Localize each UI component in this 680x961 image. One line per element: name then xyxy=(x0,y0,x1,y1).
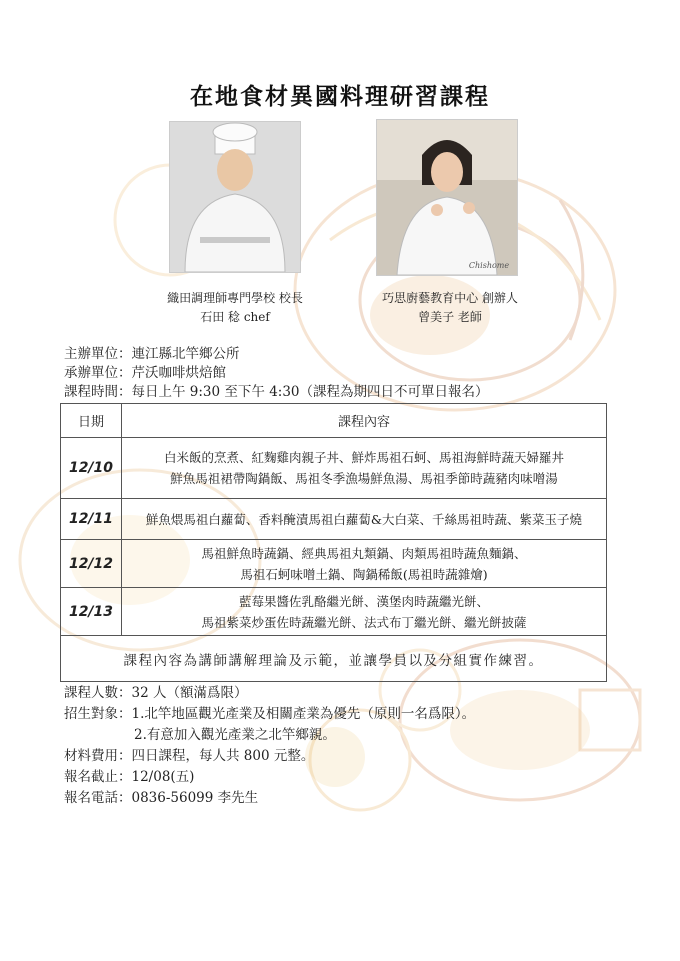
table-note-row xyxy=(61,636,607,682)
row-date: 12/12 xyxy=(61,540,122,588)
fee-line: 材料費用：四日課程，每人共 800 元整。 xyxy=(64,748,315,764)
instructor-photo xyxy=(376,119,518,276)
row-content xyxy=(122,438,607,499)
table-row xyxy=(61,540,607,588)
capacity-line: 課程人數：32 人（額滿爲限） xyxy=(64,685,248,701)
schedule-note: 課程內容為講師講解理論及示範，並讓學員以及分組實作練習。 xyxy=(61,636,607,682)
content-line: 白米飯的烹煮、紅麴雞肉親子丼、鮮炸馬祖石蚵、馬祖海鮮時蔬天婦羅丼 xyxy=(163,450,564,465)
content-line: 馬祖石蚵味噌土鍋、陶鍋稀飯(馬祖時蔬雜燴) xyxy=(240,566,488,582)
table-row xyxy=(61,499,607,540)
content-line: 馬祖鮮魚時蔬鍋、經典馬祖丸類鍋、肉類馬祖時蔬魚麵鍋、 xyxy=(201,545,527,561)
page-title: 在地食材異國料理研習課程 xyxy=(190,84,490,110)
contractor-line: 承辦單位：芹沃咖啡烘焙館 xyxy=(64,365,226,381)
content-line: 鮮魚馬祖裙帶陶鍋飯、馬祖冬季漁場鮮魚湯、馬祖季節時蔬豬肉味噌湯 xyxy=(170,471,558,486)
phone-line: 報名電話：0836-56099 李先生 xyxy=(64,790,259,806)
chef-name: 石田 稔 chef xyxy=(200,310,270,324)
row-content xyxy=(122,588,607,636)
schedule-table xyxy=(60,403,607,682)
instructor-name: 曾美子 老師 xyxy=(418,310,482,324)
target-line-1: 招生對象：1.北竿地區觀光產業及相關產業為優先（原則一名爲限）。 xyxy=(64,706,476,722)
content-line: 藍莓果醬佐乳酪繼光餅、漢堡肉時蔬繼光餅、 xyxy=(238,593,489,609)
row-date: 12/13 xyxy=(61,588,122,636)
header-content: 課程內容 xyxy=(122,404,607,438)
instructor-caption xyxy=(320,289,580,327)
chef-photo xyxy=(169,121,301,273)
time-line: 課程時間：每日上午 9:30 至下午 4:30（課程為期四日不可單日報名） xyxy=(64,384,489,400)
instructor-title: 巧思廚藝教育中心 創辦人 xyxy=(382,291,518,305)
header-date: 日期 xyxy=(61,404,122,438)
chef-title: 織田調理師專門學校 校長 xyxy=(167,291,303,305)
deadline-line: 報名截止：12/08(五) xyxy=(64,769,195,785)
row-date: 12/10 xyxy=(61,438,122,499)
photo-watermark: Chishome xyxy=(468,261,510,270)
table-row xyxy=(61,588,607,636)
row-date: 12/11 xyxy=(61,499,122,540)
target-line-2: 2.有意加入觀光產業之北竿鄉親。 xyxy=(134,727,336,743)
table-row xyxy=(61,438,607,499)
organizer-line: 主辦單位：連江縣北竿鄉公所 xyxy=(64,346,240,362)
content-line: 鮮魚煨馬祖白蘿蔔、香料醃漬馬祖白蘿蔔&大白菜、千絲馬祖時蔬、紫菜玉子燒 xyxy=(145,511,583,527)
table-header-row xyxy=(61,404,607,438)
content-line: 馬祖紫菜炒蛋佐時蔬繼光餅、法式布丁繼光餅、繼光餅披薩 xyxy=(201,614,527,630)
row-content xyxy=(122,540,607,588)
row-content xyxy=(122,499,607,540)
